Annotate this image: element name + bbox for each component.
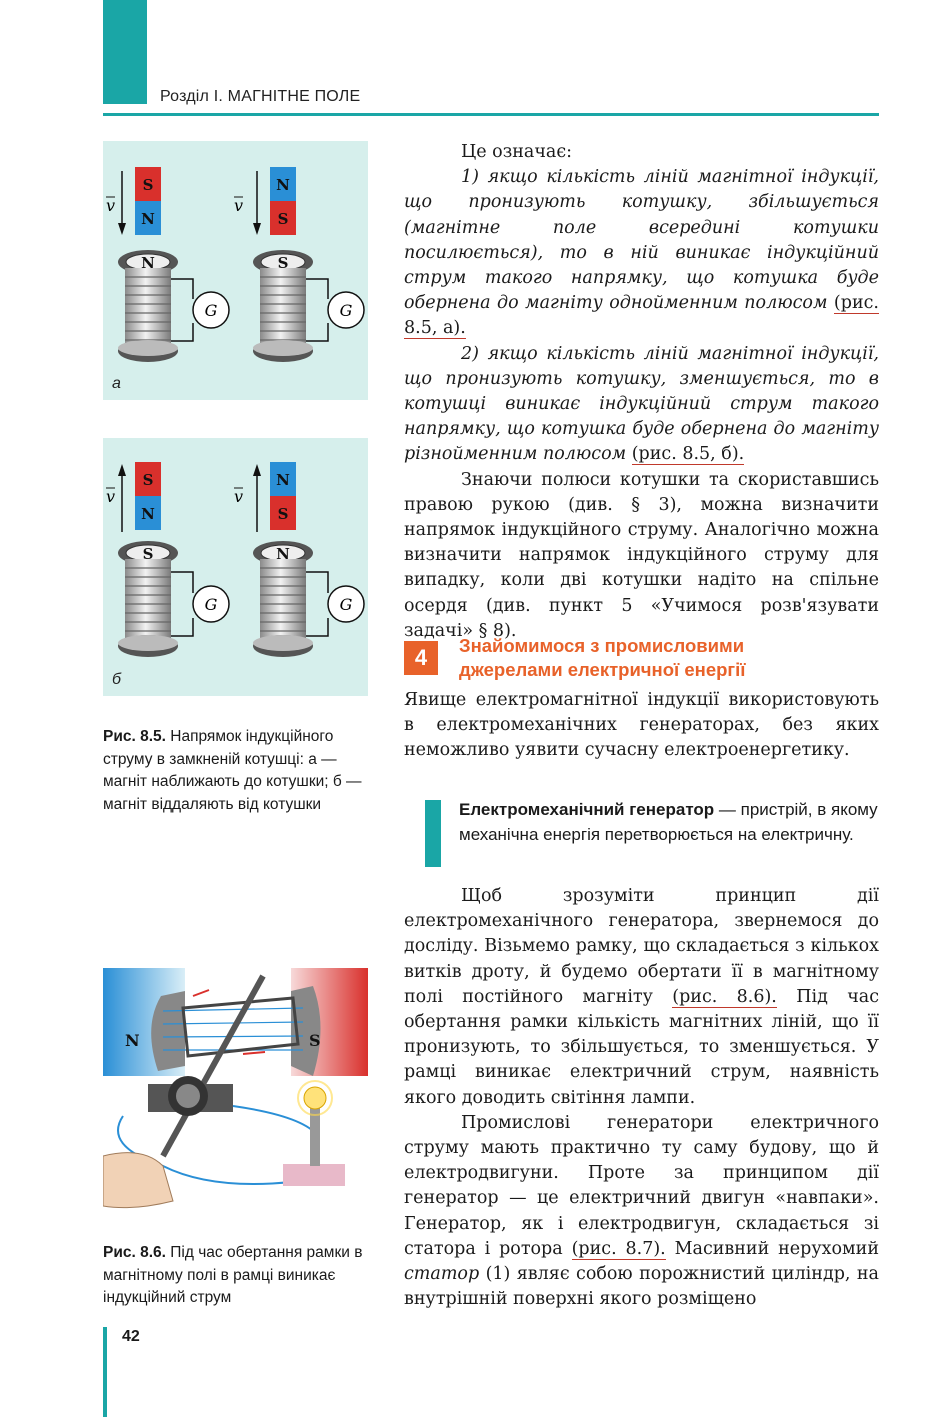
figure-8-5-b <box>103 438 368 696</box>
paragraph-rule-2: 2) якщо кількість ліній магнітної індукції, що пронизують котушку, зменшується, то в котушці виникає індукційний струм такого напрямку, що котушка буде обернена до магніту різнойменним полюсом (рис. 8.5, б). <box>404 343 879 465</box>
magnet-b-right-bottom: S <box>277 505 289 523</box>
svg-text:G: G <box>339 595 353 614</box>
svg-text:G: G <box>204 595 218 614</box>
coil-b-right-pole: N <box>276 545 290 563</box>
paragraph-right-hand: Знаючи полюси котушки та скориставшись правою рукою (див. § 3), можна визначити напрямок індукційного струму. Аналогічно можна визначити напрямок індукційного струму для випадку, коли дві котушки надіто на спільне осердя (див. пункт 5 «Учимося розв'язувати задачі» § 8). <box>404 469 879 641</box>
magnet-b-left-top: S <box>142 471 154 489</box>
header-rule <box>103 113 879 116</box>
ref-fig-8-7[interactable]: (рис. 8.7). <box>571 1238 666 1259</box>
figure-8-6-caption: Рис. 8.6. Під час обертання рамки в магнітному полі в рамці виникає індукційний струм <box>103 1244 363 1306</box>
figure-8-5-a <box>103 141 368 400</box>
text-block-2 <box>404 688 879 764</box>
chapter-tab <box>103 0 147 104</box>
left-setup-b <box>106 462 229 657</box>
ref-fig-8-6[interactable]: (рис. 8.6). <box>672 986 777 1007</box>
section-number-badge: 4 <box>404 641 438 675</box>
magnet-b-left-bottom: N <box>141 505 155 523</box>
svg-text:G: G <box>204 301 218 320</box>
magnet-b-right-top: N <box>276 471 290 489</box>
svg-text:v: v <box>234 196 244 215</box>
coil-a-left-pole: N <box>141 254 155 272</box>
paragraph-rule-1: 1) якщо кількість ліній магнітної індукції, що пронизують котушку, збільшується (магнітне поле всередині котушки посилюється), то в ній виникає індукційний струм такого напрямку, що котушка буде обернена до магніту однойменним полюсом (рис. 8.5, а). <box>404 167 879 339</box>
paragraph-experiment: Щоб зрозуміти принцип дії електромеханічного генератора, звернемося до досліду. Візьмемо рамку, що складається з кількох витків дроту, й будемо обертати її в магнітному полі постійного магніту (рис. 8.6). Під час обертання рамки кількість магнітних ліній, що її пронизують, то збільшується, то зменшується. У рамці виникає електричний струм, наявність якого доводить світіння лампи. <box>404 886 879 1108</box>
footer-bar <box>103 1327 107 1417</box>
running-header: Розділ І. МАГНІТНЕ ПОЛЕ <box>160 88 361 105</box>
svg-text:v: v <box>234 487 244 506</box>
figure-letter-b: б <box>112 671 121 688</box>
paragraph-industrial: Промислові генератори електричного струму мають практично ту саму будову, що й електродвигуни. Проте за принципом дії генератор — це електричний двигун «навпаки». Генератор, як і електродвигун, складається зі статора і ротора (рис. 8.7). Масивний нерухомий статор (1) являє собою порожнистий циліндр, на внутрішній поверхні якого розміщено <box>404 1112 879 1310</box>
svg-text:v: v <box>106 487 116 506</box>
figure-letter-a: а <box>112 375 121 392</box>
svg-text:G: G <box>339 301 353 320</box>
pole-n-label: N <box>125 1031 140 1050</box>
magnet-a-right-top: N <box>276 176 290 194</box>
figure-8-6 <box>103 966 368 1218</box>
ref-fig-8-5-b[interactable]: (рис. 8.5, б). <box>631 444 745 465</box>
right-setup <box>234 167 364 362</box>
section-title: Знайомимося з промисловими джерелами електричної енергії <box>459 635 746 680</box>
text-block-3 <box>404 884 879 1312</box>
svg-text:v: v <box>106 196 116 215</box>
left-setup <box>106 167 229 362</box>
magnet-a-left-top: S <box>142 176 154 194</box>
text-block-1 <box>404 140 879 644</box>
magnet-a-left-bottom: N <box>141 210 155 228</box>
paragraph-intro: Це означає: <box>461 142 573 162</box>
right-setup-b <box>234 462 364 657</box>
ref-fig-8-5-a[interactable]: (рис. 8.5, а). <box>404 293 879 339</box>
pole-s-label: S <box>309 1031 321 1050</box>
figure-8-5-caption: Рис. 8.5. Напрямок індукційного струму в замкненій котушці: а — магніт наближають до котушки; б — магніт віддаляють від котушки <box>103 728 362 813</box>
page-number: 42 <box>122 1328 140 1345</box>
paragraph-induction: Явище електромагнітної індукції використовують в електромеханічних генераторах, без яких неможливо уявити сучасну електроенергетику. <box>404 690 879 761</box>
magnet-a-right-bottom: S <box>277 210 289 228</box>
definition-box: Електромеханічний генератор — пристрій, в якому механічна енергія перетворюється на електричну. <box>459 800 878 844</box>
coil-a-right-pole: S <box>277 254 289 272</box>
coil-b-left-pole: S <box>142 545 154 563</box>
definition-bar <box>425 800 441 867</box>
